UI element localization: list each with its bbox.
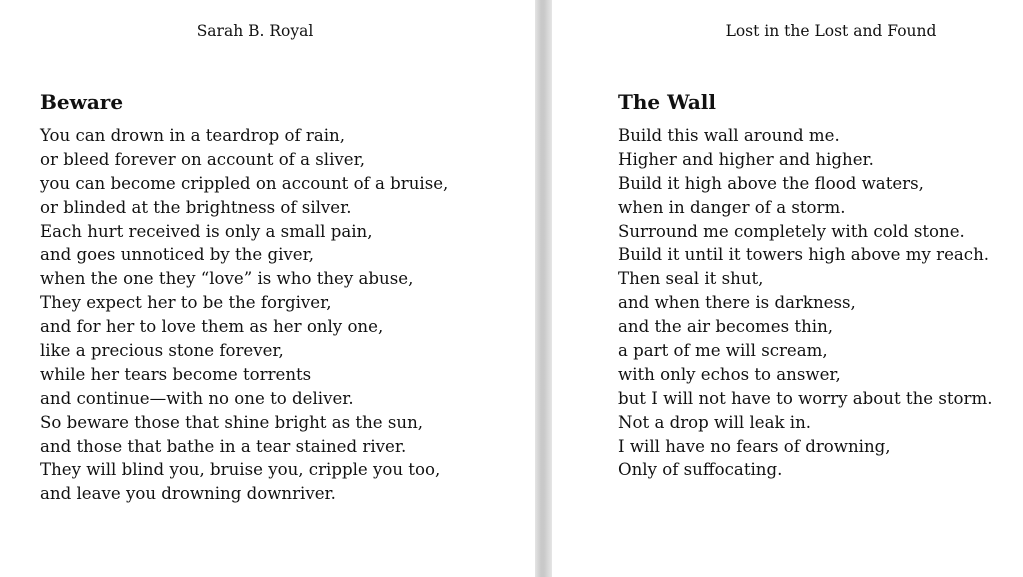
poem-line: when the one they “love” is who they abuse, <box>40 269 414 289</box>
poem-line: a part of me will scream, <box>618 341 828 361</box>
poem-line: and for her to love them as her only one, <box>40 317 384 337</box>
poem-title: Beware <box>40 90 124 114</box>
author-header: Sarah B. Royal <box>196 22 314 40</box>
poem-line: you can become crippled on account of a bruise, <box>40 173 449 193</box>
poem-line: Each hurt received is only a small pain, <box>40 221 373 241</box>
poem-line: with only echos to answer, <box>618 364 841 384</box>
poem-line: Build this wall around me. <box>618 126 840 145</box>
poem-line: You can drown in a teardrop of rain, <box>40 126 346 145</box>
poem-line: and continue—with no one to deliver. <box>40 388 354 408</box>
poem-line: and leave you drowning downriver. <box>40 484 336 504</box>
poem-line: They expect her to be the forgiver, <box>40 293 332 313</box>
poem-line: Surround me completely with cold stone. <box>618 221 965 241</box>
poem-line: Build it until it towers high above my reach. <box>618 245 990 265</box>
poem-line: and the air becomes thin, <box>618 317 834 337</box>
poem-line: and those that bathe in a tear stained river. <box>40 436 407 456</box>
poem-body <box>618 124 993 482</box>
book-title-header: Lost in the Lost and Found <box>725 22 937 40</box>
poem-line: and when there is darkness, <box>618 293 856 313</box>
poem-title: The Wall <box>618 90 716 114</box>
poem-line: while her tears become torrents <box>40 364 312 384</box>
poem-line: Not a drop will leak in. <box>618 412 812 432</box>
poem-line: when in danger of a storm. <box>618 197 846 217</box>
poem-line: I will have no fears of drowning, <box>618 436 891 456</box>
poem-line: like a precious stone forever, <box>40 341 284 361</box>
book-gutter <box>535 0 552 577</box>
right-page[interactable] <box>552 0 1023 577</box>
poem-body <box>40 124 448 506</box>
poem-line: and goes unnoticed by the giver, <box>40 245 314 265</box>
poem-line: or blinded at the brightness of silver. <box>40 197 352 217</box>
poem-line: So beware those that shine bright as the sun, <box>40 412 424 432</box>
poem-line: Only of suffocating. <box>618 460 783 480</box>
poem-line: Build it high above the flood waters, <box>618 173 924 193</box>
poem-line: Higher and higher and higher. <box>618 149 874 169</box>
poem-line: Then seal it shut, <box>618 269 764 289</box>
poem-line: or bleed forever on account of a sliver, <box>40 149 365 169</box>
poem-line: but I will not have to worry about the storm. <box>618 388 993 408</box>
poem-line: They will blind you, bruise you, cripple you too, <box>40 460 441 480</box>
